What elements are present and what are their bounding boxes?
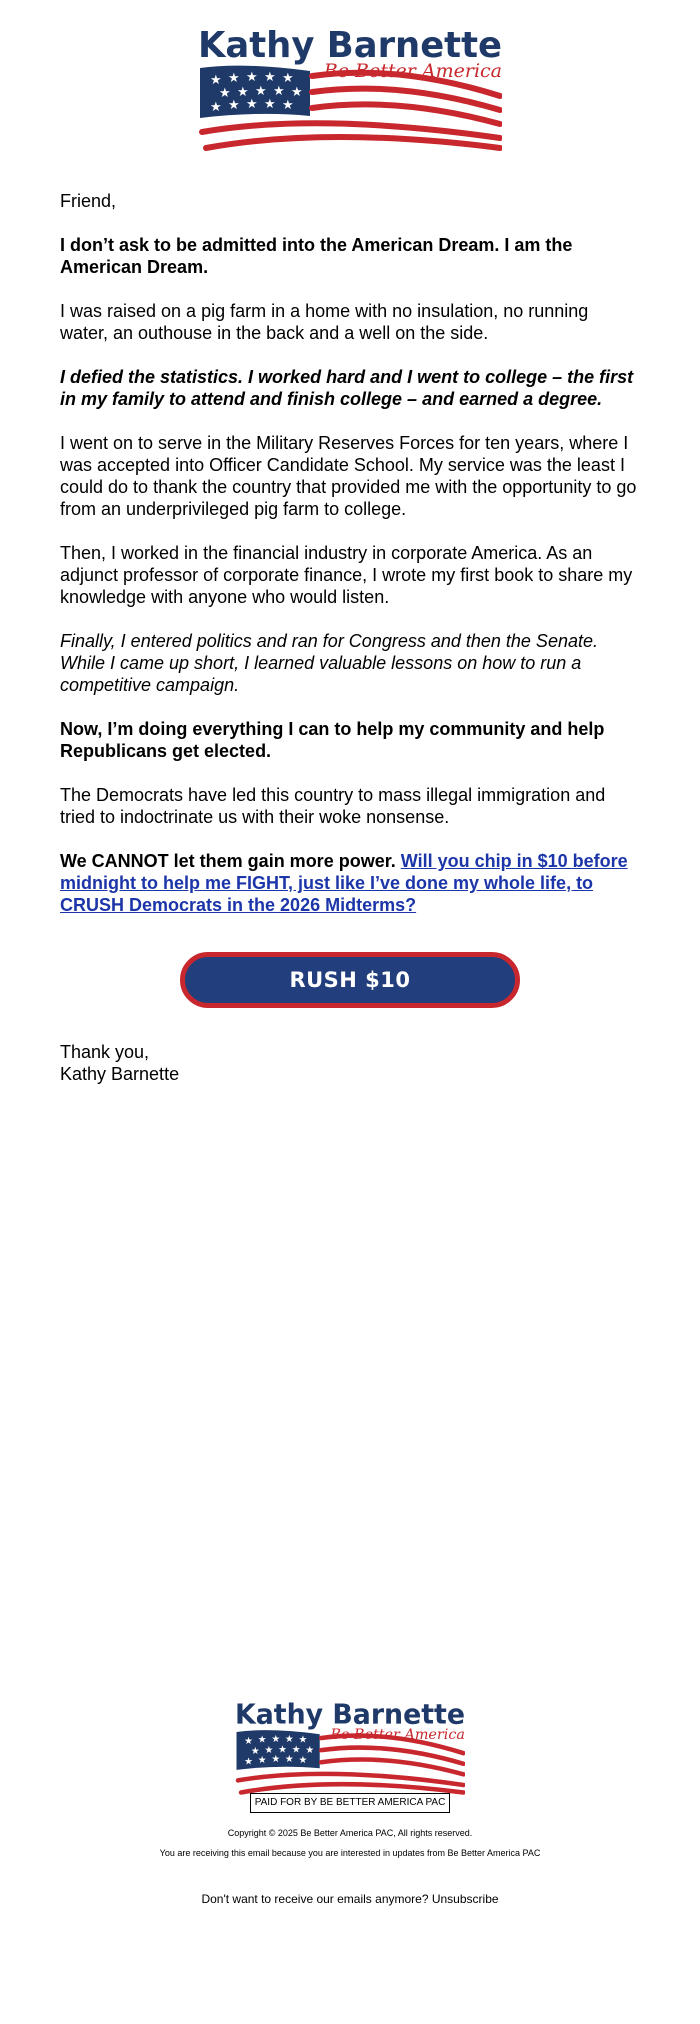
paid-for-disclaimer: PAID FOR BY BE BETTER AMERICA PAC [250,1793,450,1813]
greeting: Friend, [60,191,117,211]
svg-text:★: ★ [291,1744,301,1756]
svg-text:★: ★ [228,98,240,113]
svg-text:★: ★ [273,84,285,99]
svg-text:★: ★ [282,98,294,113]
paragraph-politics: Finally, I entered politics and ran for Congress and then the Senate. While I came up short, I learned valuable lessons on how to run a competitive campaign. [60,631,598,695]
copyright-text: Copyright © 2025 Be Better America PAC, All rights reserved. [227,1828,473,1838]
rush-donate-button[interactable]: RUSH $10 [180,952,520,1008]
svg-text:★: ★ [271,1754,281,1766]
svg-text:★: ★ [246,70,258,85]
svg-text:★: ★ [298,1755,308,1767]
cta-container [180,952,520,1008]
ask-lead: We CANNOT let them gain more power. [60,851,396,871]
paragraph-finance: Then, I worked in the financial industry in corporate America. As an adjunct professor of corporate finance, I wrote my first book to share my knowledge with anyone who would listen. [60,543,633,607]
unsubscribe-prompt: Don't want to receive our emails anymore? [201,1892,429,1906]
svg-text:★: ★ [228,71,240,86]
svg-text:★: ★ [298,1734,308,1746]
signer-name: Kathy Barnette [60,1064,180,1084]
paragraph-democrats: The Democrats have led this country to mass illegal immigration and tried to indoctrinate us with their woke nonsense. [60,785,606,827]
footer-logo-name: Kathy Barnette [235,1700,465,1731]
logo-tagline: Be Better America [323,60,502,82]
paragraph-military: I went on to serve in the Military Reserves Forces for ten years, where I was accepted into Officer Candidate School. My service was the least I could do to thank the country that provided me with the opportunity to go from an underprivileged pig farm to college. [60,433,637,519]
svg-text:★: ★ [244,1756,253,1768]
footer-flag-logo-graphic [235,1700,465,1795]
svg-text:★: ★ [257,1734,267,1746]
svg-text:★: ★ [264,70,276,85]
svg-text:★: ★ [210,73,222,88]
svg-text:★: ★ [257,1755,267,1767]
donate-link[interactable]: Will you chip in $10 before midnight to help me FIGHT, just like I’ve done my whole life, to CRUSH Democrats in the 2026 Midterms? [60,851,628,915]
svg-text:★: ★ [271,1733,281,1745]
closing: Thank you, [60,1042,150,1062]
svg-text:★: ★ [255,84,267,99]
svg-text:★: ★ [282,71,294,86]
logo-name: Kathy Barnette [198,26,502,66]
svg-text:★: ★ [284,1754,294,1766]
svg-text:★: ★ [264,97,276,112]
footer-logo [235,1700,465,1795]
svg-text:★: ★ [278,1744,287,1756]
svg-text:★: ★ [250,1745,260,1757]
svg-text:★: ★ [246,97,258,112]
svg-text:★: ★ [219,86,231,101]
paragraph-ask [60,850,640,916]
paragraph-pig-farm: I was raised on a pig farm in a home with no insulation, no running water, an outhouse in the back and a well on the side. [60,301,589,343]
svg-text:★: ★ [264,1745,274,1757]
header-logo [198,26,502,151]
email-body [60,190,640,938]
flag-logo-graphic [198,26,502,151]
svg-text:★: ★ [305,1745,315,1757]
signoff [60,1041,179,1085]
paragraph-american-dream: I don’t ask to be admitted into the American Dream. I am the American Dream. [60,235,573,277]
unsubscribe-link[interactable]: Unsubscribe [431,1892,499,1906]
svg-text:★: ★ [210,100,222,115]
svg-text:★: ★ [291,85,303,100]
footer-logo-tagline: Be Better America [330,1726,465,1743]
svg-text:★: ★ [237,85,249,100]
paragraph-college: I defied the statistics. I worked hard and I went to college – the first in my family to attend and finish college – and earned a degree. [60,367,634,409]
paragraph-community: Now, I’m doing everything I can to help my community and help Republicans get elected. [60,719,605,761]
receiving-notice: You are receiving this email because you are interested in updates from Be Better America PAC [159,1848,541,1858]
unsubscribe-row [0,1891,700,1907]
svg-text:★: ★ [284,1733,294,1745]
svg-text:★: ★ [244,1736,253,1748]
